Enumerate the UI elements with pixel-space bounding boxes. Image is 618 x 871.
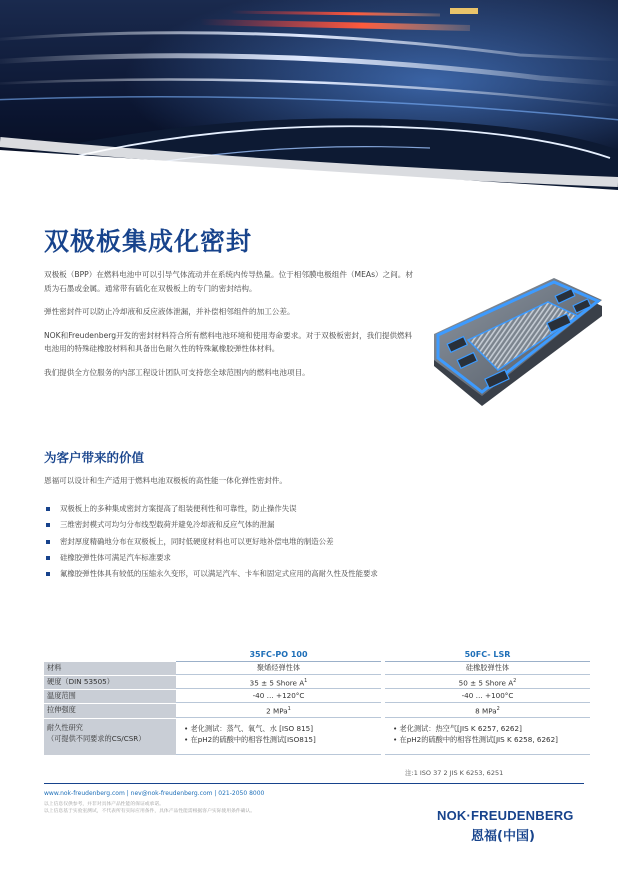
bullet-icon	[46, 540, 50, 544]
table-cell: 硅橡胶弹性体	[385, 662, 590, 675]
section-title: 为客户带来的价值	[44, 450, 145, 465]
hero-image	[0, 0, 618, 205]
intro-paragraph: 双极板（BPP）在燃料电池中可以引导气体流动并在系统内传导热量。位于相邻膜电极组件（MEAs）之间。材质为石墨或金属。通常带有硫化在双极板上的专门的密封结构。	[44, 270, 413, 293]
footer-divider	[44, 783, 584, 784]
section-lead: 恩福可以设计和生产适用于燃料电池双极板的高性能一体化弹性密封件。	[44, 476, 287, 485]
row-label: 材料	[44, 662, 176, 675]
list-item: 三维密封模式可均匀分布线型载荷并避免冷却液和反应气体的泄漏	[44, 517, 484, 533]
column-header: 35FC-PO 100	[176, 648, 381, 662]
logo-chinese: 恩福(中国)	[471, 829, 535, 844]
spec-table	[44, 648, 590, 756]
table-row	[44, 690, 590, 704]
row-label: 硬度（DIN 53505）	[44, 676, 176, 690]
row-label: 温度范围	[44, 690, 176, 703]
table-cell: 8 MPa$^2$	[385, 704, 590, 718]
table-header	[44, 648, 590, 662]
table-cell: • 老化测试：热空气[JIS K 6257, 6262] • 在pH2的硫酸中的相容性测试[JIS K 6258, 6262]	[385, 719, 590, 755]
table-row	[44, 704, 590, 719]
row-label: 拉伸强度	[44, 704, 176, 718]
intro-text	[44, 268, 419, 389]
table-cell: -40 … +100°C	[385, 690, 590, 703]
table-cell: 2 MPa$^1$	[176, 704, 381, 718]
table-row	[44, 676, 590, 691]
bullet-icon	[46, 556, 50, 560]
list-item: 硅橡胶弹性体可满足汽车标准要求	[44, 550, 484, 566]
table-cell: -40 … +120°C	[176, 690, 381, 703]
table-cell: • 老化测试：蒸气、氧气、水 [ISO 815] • 在pH2的硫酸中的相容性测试[ISO815]	[176, 719, 381, 755]
list-item: 双极板上的多种集成密封方案提高了组装便利性和可靠性，防止操作失误	[44, 501, 484, 517]
list-item: 氟橡胶弹性体具有较低的压缩永久变形，可以满足汽车、卡车和固定式应用的高耐久性及性能要求	[44, 566, 484, 582]
bipolar-plate-illustration	[428, 278, 606, 418]
disclaimer: 以上信息仅供参考，并非对具体产品性能的保证或承诺。 以上信息基于实验室测试，不代表所有实际应用条件，具体产品性能需根据客户实际使用条件确认。	[44, 802, 256, 814]
bullet-icon	[46, 507, 50, 511]
row-label: 耐久性研究 （可提供不同要求的CS/CSR）	[44, 719, 176, 755]
table-row	[44, 662, 590, 676]
value-list	[44, 501, 484, 582]
table-cell: 50 ± 5 Shore $A^2$	[385, 676, 590, 690]
hero-car-light-trails	[0, 0, 618, 205]
table-cell: 35 ± 5 Shore $A^1$	[176, 676, 381, 690]
intro-paragraph: NOK和Freudenberg开发的密封材料符合所有燃料电池环境和使用寿命要求。对于双极板密封，我们提供燃料电池用的特殊硅橡胶材料和具备出色耐久性的特殊氟橡胶弹性体材料。	[44, 330, 413, 353]
logo-brand: NOK·FREUDENBERG	[437, 808, 574, 823]
page-title: 双极板集成化密封	[44, 227, 253, 256]
intro-paragraph: 我们提供全方位服务的内部工程设计团队可支持您全球范围内的燃料电池项目。	[44, 367, 310, 377]
table-footnote: 注:1 ISO 37 2 JIS K 6253, 6251	[405, 769, 504, 777]
bullet-icon	[46, 572, 50, 576]
company-logo	[437, 808, 587, 844]
table-row	[44, 719, 590, 756]
contact-info[interactable]: www.nok-freudenberg.com | nev@nok-freudenberg.com | 021-2050 8000	[44, 790, 265, 797]
table-cell: 聚烯烃弹性体	[176, 662, 381, 675]
bipolar-plate-image	[428, 278, 606, 418]
bullet-icon	[46, 523, 50, 527]
column-header: 50FC- LSR	[385, 648, 590, 662]
list-item: 密封厚度精确地分布在双极板上，同时低硬度材料也可以更好地补偿电堆的制造公差	[44, 534, 484, 550]
intro-paragraph: 弹性密封件可以防止冷却液和反应液体泄漏，并补偿相邻组件的加工公差。	[44, 307, 295, 316]
